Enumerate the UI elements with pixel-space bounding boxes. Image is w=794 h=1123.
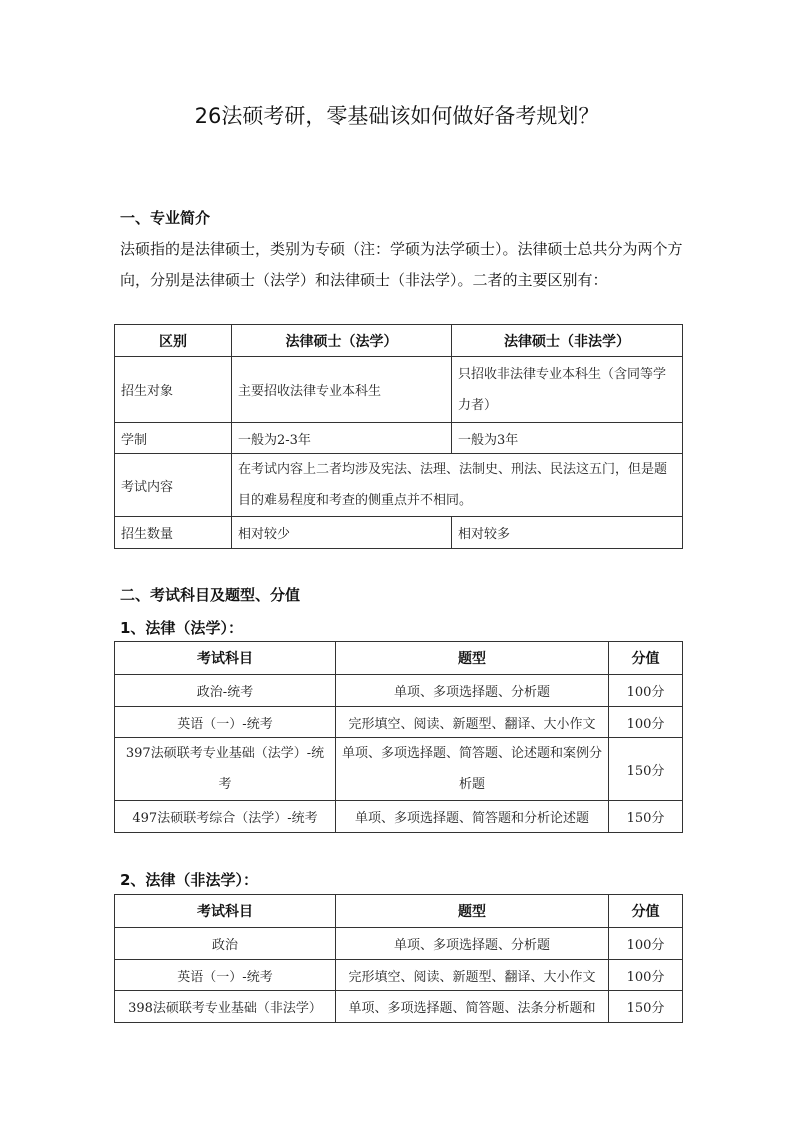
table-cell: 主要招收法律专业本科生	[232, 357, 452, 423]
table-cell: 397法硕联考专业基础（法学）-统考	[115, 738, 336, 801]
table-row	[115, 738, 683, 801]
table-cell: 100分	[609, 707, 683, 738]
table-cell: 100分	[609, 928, 683, 960]
table-cell: 单项、多项选择题、简答题、论述题和案例分析题	[336, 738, 609, 801]
table-header-row	[115, 642, 683, 675]
table-row	[115, 707, 683, 738]
table-header-cell: 题型	[336, 642, 609, 675]
section-1-heading: 一、专业简介	[120, 209, 211, 227]
table-cell: 招生对象	[115, 357, 232, 423]
subsection-1-heading: 1、法律（法学）：	[120, 619, 243, 637]
table-header-cell: 区别	[115, 325, 232, 357]
table-cell: 完形填空、阅读、新题型、翻译、大小作文	[336, 707, 609, 738]
table-row	[115, 801, 683, 833]
table-cell: 政治	[115, 928, 336, 960]
table-cell: 单项、多项选择题、简答题、法条分析题和	[336, 991, 609, 1023]
table-row	[115, 960, 683, 991]
table-cell: 政治-统考	[115, 675, 336, 707]
table-cell: 一般为3年	[452, 423, 683, 454]
exam-table-law	[114, 641, 683, 833]
table-header-cell: 分值	[609, 642, 683, 675]
section-1-intro: 法硕指的是法律硕士，类别为专硕（注：学硕为法学硕士）。法律硕士总共分为两个方向，分别是法律硕士（法学）和法律硕士（非法学）。二者的主要区别有：	[120, 240, 683, 289]
table-header-row	[115, 895, 683, 928]
table-cell: 只招收非法律专业本科生（含同等学力者）	[452, 357, 683, 423]
table-header-cell: 法律硕士（非法学）	[452, 325, 683, 357]
page-title: 26法硕考研，零基础该如何做好备考规划？	[194, 104, 600, 128]
table-header-row	[115, 325, 683, 357]
table-cell: 完形填空、阅读、新题型、翻译、大小作文	[336, 960, 609, 991]
table-row	[115, 357, 683, 423]
table-cell: 150分	[609, 991, 683, 1023]
table-header-cell: 考试科目	[115, 895, 336, 928]
table-cell: 考试内容	[115, 454, 232, 517]
table-row	[115, 454, 683, 517]
table-row	[115, 928, 683, 960]
table-header-cell: 分值	[609, 895, 683, 928]
table-header-cell: 法律硕士（法学）	[232, 325, 452, 357]
table-cell: 100分	[609, 675, 683, 707]
table-cell: 在考试内容上二者均涉及宪法、法理、法制史、刑法、民法这五门，但是题目的难易程度和考查的侧重点并不相同。	[232, 454, 683, 517]
table-row	[115, 991, 683, 1023]
table-cell: 单项、多项选择题、简答题和分析论述题	[336, 801, 609, 833]
table-header-cell: 考试科目	[115, 642, 336, 675]
comparison-table	[114, 324, 683, 549]
table-cell: 150分	[609, 738, 683, 801]
table-cell: 英语（一）-统考	[115, 707, 336, 738]
table-cell: 相对较少	[232, 517, 452, 549]
table-row	[115, 423, 683, 454]
subsection-2-heading: 2、法律（非法学）：	[120, 871, 258, 889]
table-cell: 英语（一）-统考	[115, 960, 336, 991]
table-cell: 招生数量	[115, 517, 232, 549]
table-cell: 398法硕联考专业基础（非法学）	[115, 991, 336, 1023]
table-cell: 学制	[115, 423, 232, 454]
table-row	[115, 675, 683, 707]
table-cell: 100分	[609, 960, 683, 991]
table-header-cell: 题型	[336, 895, 609, 928]
table-cell: 一般为2-3年	[232, 423, 452, 454]
table-cell: 497法硕联考综合（法学）-统考	[115, 801, 336, 833]
table-cell: 单项、多项选择题、分析题	[336, 675, 609, 707]
exam-table-non-law	[114, 894, 683, 1023]
section-2-heading: 二、考试科目及题型、分值	[120, 586, 301, 604]
table-cell: 150分	[609, 801, 683, 833]
table-cell: 单项、多项选择题、分析题	[336, 928, 609, 960]
table-row	[115, 517, 683, 549]
table-cell: 相对较多	[452, 517, 683, 549]
